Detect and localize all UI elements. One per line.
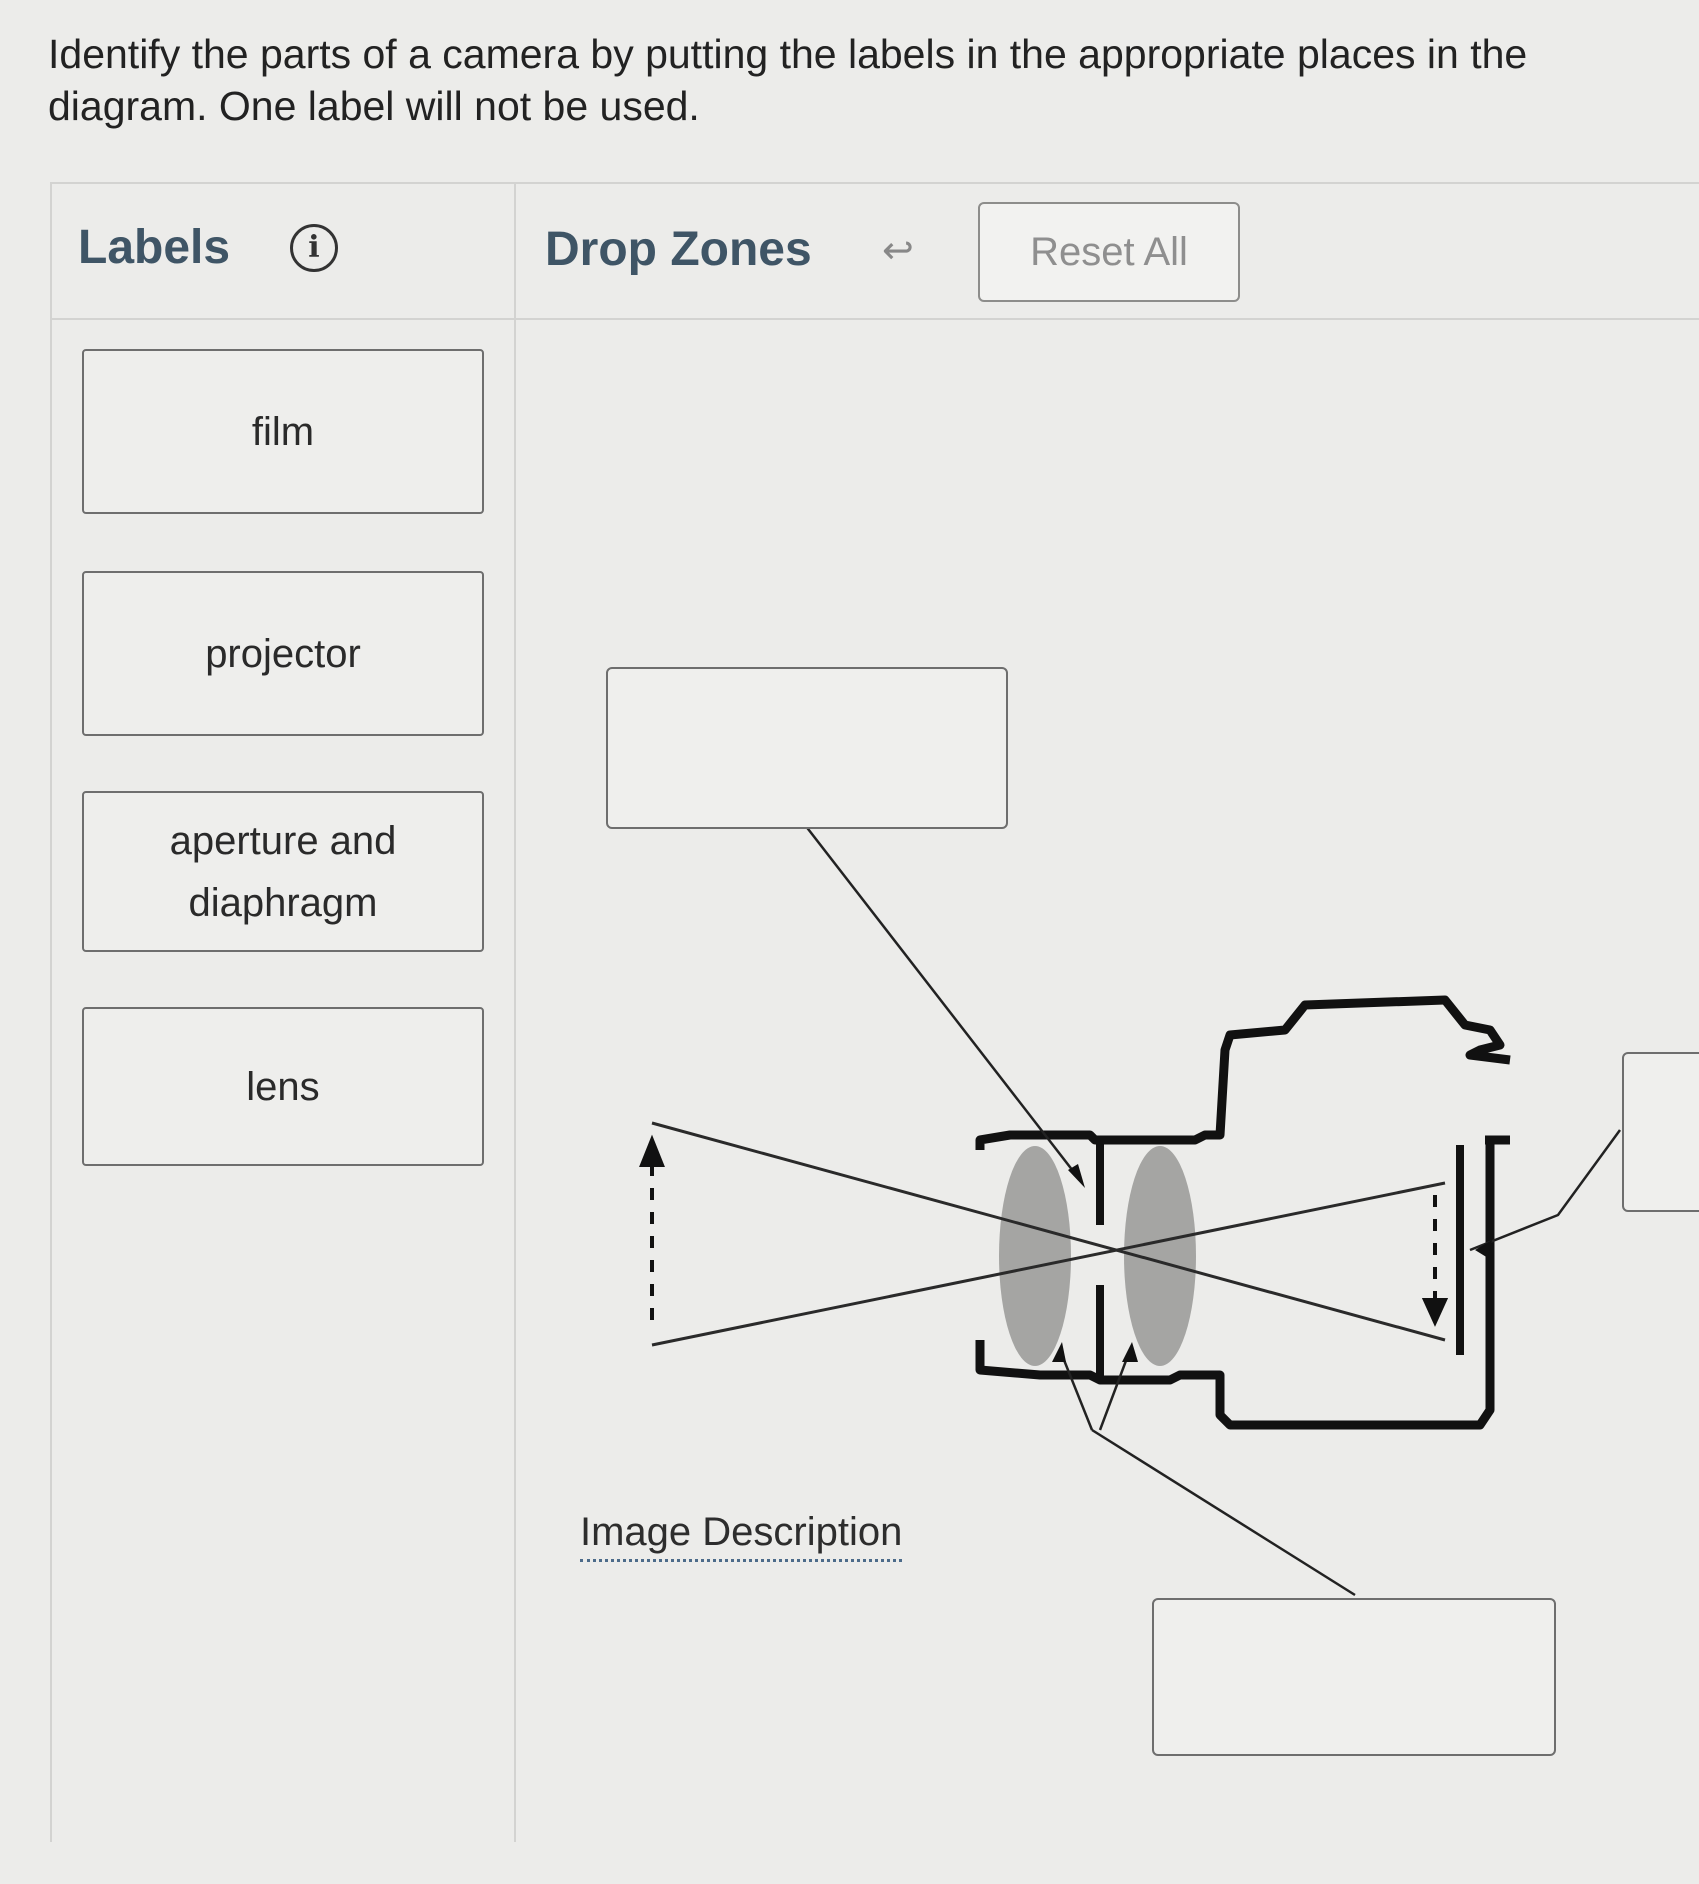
drop-zones-heading: Drop Zones: [545, 223, 812, 276]
label-card-text: projector: [205, 631, 361, 676]
drop-zone-right[interactable]: [1622, 1052, 1699, 1212]
leader-lines: [805, 825, 1620, 1595]
label-card-text: aperture and diaphragm: [169, 818, 397, 925]
object-arrow: [642, 1140, 662, 1320]
labels-heading: Labels: [78, 221, 231, 274]
reset-all-button[interactable]: Reset All: [978, 202, 1240, 302]
drop-zone-top[interactable]: [606, 667, 1008, 829]
image-description-link[interactable]: Image Description: [580, 1510, 902, 1562]
leader-arrowheads: [1052, 1164, 1492, 1362]
label-card-text: lens: [246, 1064, 320, 1109]
undo-arrow-icon[interactable]: ↩: [882, 230, 914, 272]
image-arrow: [1425, 1195, 1445, 1322]
label-card-text: film: [251, 409, 315, 454]
question-prompt: Identify the parts of a camera by putting the labels in the appropriate places in the diagram. One label will not be used.: [48, 31, 1528, 129]
drop-zone-bottom[interactable]: [1152, 1598, 1556, 1756]
info-icon[interactable]: i: [290, 224, 338, 272]
